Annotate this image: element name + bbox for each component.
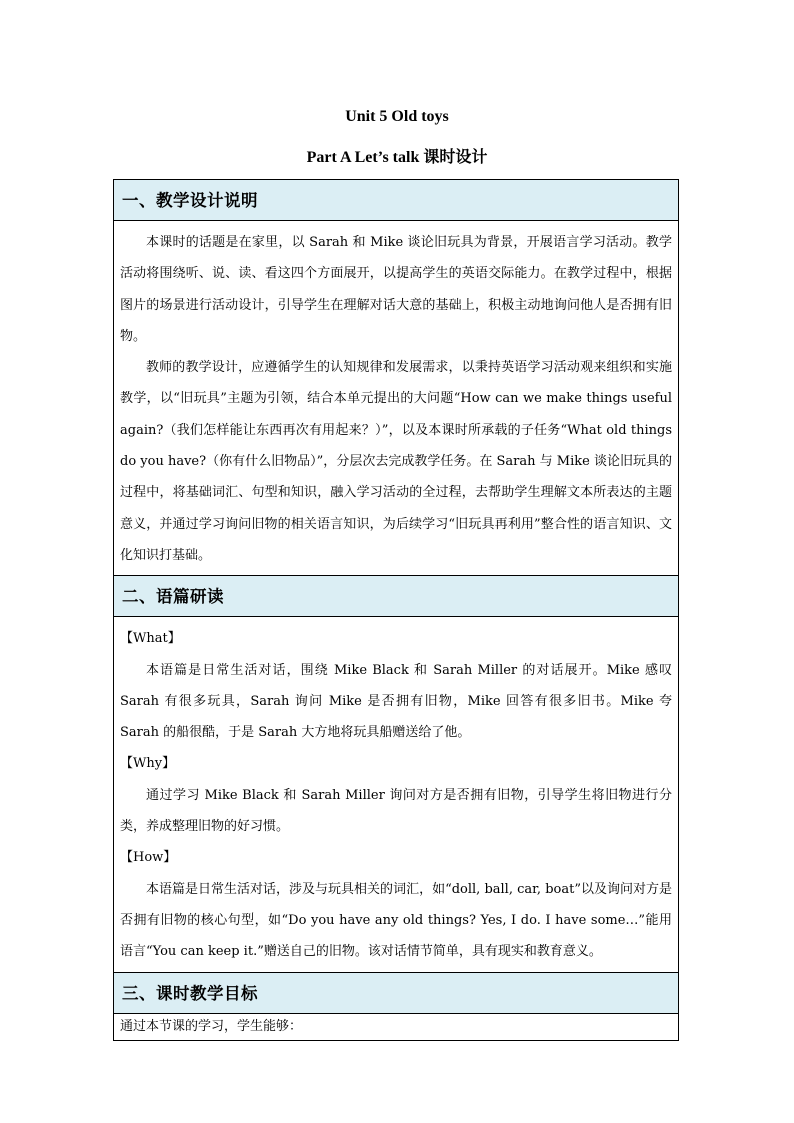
how-label: 【How】	[120, 850, 177, 866]
section-heading-design-notes: 一、教学设计说明	[114, 180, 678, 221]
how-paragraph: 本语篇是日常生活对话，涉及与玩具相关的词汇，如“doll, ball, car, boat”以及询问对方是否拥有旧物的核心句型，如“Do you have any old things? Yes, I do. I have some…”能用语言“You can keep it.”赠送自己的旧物。该对话情节简单，具有现实和教育意义。	[120, 881, 672, 960]
lesson-design-table	[113, 179, 679, 1041]
section-body-objectives	[114, 1014, 678, 1040]
why-paragraph: 通过学习 Mike Black 和 Sarah Miller 询问对方是否拥有旧物，引导学生将旧物进行分类，养成整理旧物的好习惯。	[120, 787, 672, 835]
objectives-intro: 通过本节课的学习，学生能够：	[120, 1018, 303, 1034]
section-body-design-notes	[114, 221, 678, 576]
section-heading-text-analysis: 二、语篇研读	[114, 576, 678, 617]
section-body-text-analysis	[114, 617, 678, 972]
what-label: 【What】	[120, 631, 181, 647]
design-notes-paragraph-2: 教师的教学设计，应遵循学生的认知规律和发展需求，以秉持英语学习活动观来组织和实施教学，以“旧玩具”主题为引领，结合本单元提出的大问题“How can we make things useful again?（我们怎样能让东西再次有用起来？）”，以及本课时所承载的子任务“What old things do you have?（你有什么旧物品）”，分层次去完成教学任务。在 Sarah 与 Mike 谈论旧玩具的过程中，将基础词汇、句型和知识，融入学习活动的全过程，去帮助学生理解文本所表达的主题意义，并通过学习询问旧物的相关语言知识，为后续学习“旧玩具再利用”整合性的语言知识、文化知识打基础。	[120, 360, 672, 563]
document-title: Unit 5 Old toys	[345, 108, 449, 125]
why-label: 【Why】	[120, 756, 176, 772]
design-notes-paragraph-1: 本课时的话题是在家里，以 Sarah 和 Mike 谈论旧玩具为背景，开展语言学习活动。教学活动将围绕听、说、读、看这四个方面展开，以提高学生的英语交际能力。在教学过程中，根据图片的场景进行活动设计，引导学生在理解对话大意的基础上，积极主动地询问他人是否拥有旧物。	[120, 235, 672, 344]
document-subtitle: Part A Let’s talk 课时设计	[306, 149, 488, 166]
what-paragraph: 本语篇是日常生活对话，围绕 Mike Black 和 Sarah Miller 的对话展开。Mike 感叹 Sarah 有很多玩具，Sarah 询问 Mike 是否拥有旧物，Mike 回答有很多旧书。Mike 夸 Sarah 的船很酷，于是 Sarah 大方地将玩具船赠送给了他。	[120, 662, 672, 741]
section-heading-objectives: 三、课时教学目标	[114, 973, 678, 1014]
